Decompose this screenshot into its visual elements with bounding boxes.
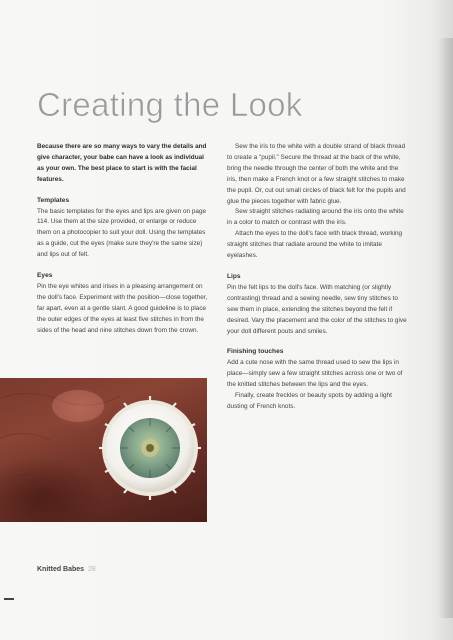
pupil-paragraph: Sew the iris to the white with a double strand of black thread to create a "pupil." Secure the thread at the back of the white, bring the needle through the center of both the white and the iris, then make a French knot or a few straight stitches to make the pupil. Or, cut out small circles of black felt for the pupils and glue the pieces together with fabric glue. (227, 143, 406, 205)
right-column (227, 142, 408, 413)
iris-icon (120, 418, 180, 478)
templates-paragraph: The basic templates for the eyes and lips are given on page 114. Use them at the size provided, or enlarge or reduce them on a photocopier to suit your doll. Using the templates as a guide, cut the eyes (make sure they're the same size) and lips out of felt. (37, 207, 207, 259)
section-heading-finishing-touches: Finishing touches (227, 348, 284, 356)
doll-eye-photo (0, 378, 207, 522)
footer-page-number: 28 (88, 566, 96, 573)
intro-paragraph: Because there are so many ways to vary the details and give character, your babe can have a look as individual as your own. The best place to start is with the facial features. (37, 143, 207, 183)
felt-eye-illustration (0, 378, 207, 522)
section-heading-eyes: Eyes (37, 272, 53, 280)
section-heading-lips: Lips (227, 272, 241, 280)
eyes-paragraph: Pin the eye whites and irises in a pleasing arrangement on the doll's face. Experiment with the position—close together, far apart, even at a gentle slant. A good guideline is to place the outer edges of the eyes at least five stitches in from the sides of the head and nine stitches down from the crown. (37, 282, 208, 334)
lips-paragraph: Pin the felt lips to the doll's face. With matching (or slightly contrasting) thread and a sewing needle, sew tiny stitches to sew them in place, extending the stitches beyond the felt if desired. Vary the placement and the color of the stitches to give your doll different pouts and smiles. (227, 283, 407, 335)
page-footer (37, 566, 96, 573)
page-spine-shadow (439, 38, 453, 618)
iris-stitches-paragraph: Sew straight stitches radiating around the iris onto the white in a color to match or contrast with the iris. (227, 208, 404, 227)
section-heading-templates: Templates (37, 196, 70, 204)
nose-paragraph: Add a cute nose with the same thread used to sew the lips in place—simply sew a few straight stitches across one or two of the knitted stitches between the lips and the eyes. (227, 359, 403, 389)
eyelashes-paragraph: Attach the eyes to the doll's face with black thread, working straight stitches that radiate around the white to imitate eyelashes. (227, 230, 403, 260)
footer-book-title: Knitted Babes (37, 566, 85, 573)
left-column (37, 142, 210, 337)
freckles-paragraph: Finally, create freckles or beauty spots by adding a light dusting of French knots. (227, 392, 392, 410)
scan-edge-mark (4, 598, 14, 600)
page-title: Creating the Look (37, 86, 303, 123)
